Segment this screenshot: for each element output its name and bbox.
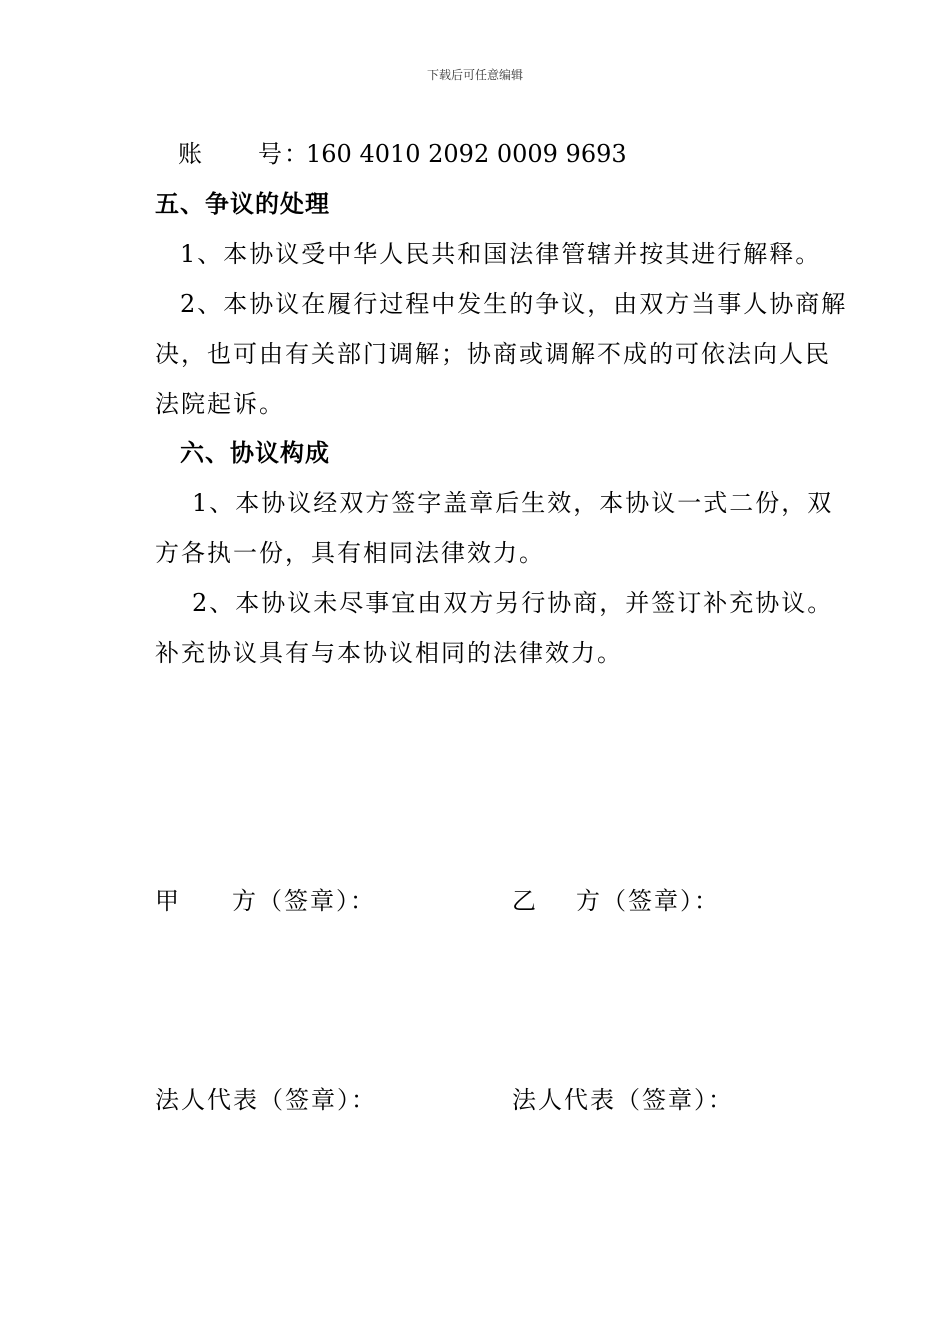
section5-paragraph2-line3: 法院起诉。 [155, 390, 285, 418]
account-label-char2: 号： [258, 140, 310, 168]
party-a-label-char: 甲 [155, 887, 179, 915]
account-label-char1: 账 [178, 140, 204, 168]
party-b-legal-rep-label: 法人代表（签章）： [512, 1086, 734, 1114]
party-b-signature-label: 方（签章）： [576, 887, 720, 915]
section6-paragraph2-line1: 2、本协议未尽事宜由双方另行协商，并签订补充协议。 [192, 589, 834, 617]
party-a-signature-label: 方（签章）： [232, 887, 376, 915]
section5-title: 五、争议的处理 [155, 189, 330, 218]
section6-paragraph1-line1: 1、本协议经双方签字盖章后生效，本协议一式二份，双 [192, 489, 834, 517]
party-a-legal-rep-label: 法人代表（签章）： [155, 1086, 377, 1114]
section5-paragraph1: 1、本协议受中华人民共和国法律管辖并按其进行解释。 [180, 240, 822, 268]
page-header-note: 下载后可任意编辑 [426, 68, 523, 82]
section5-paragraph2-line1: 2、本协议在履行过程中发生的争议，由双方当事人协商解 [180, 290, 848, 318]
section5-paragraph2-line2: 决，也可由有关部门调解；协商或调解不成的可依法向人民 [155, 340, 831, 368]
account-number: 160 4010 2092 0009 9693 [306, 140, 627, 168]
section6-paragraph2-line2: 补充协议具有与本协议相同的法律效力。 [155, 639, 623, 667]
section6-title: 六、协议构成 [180, 438, 330, 467]
section6-paragraph1-line2: 方各执一份，具有相同法律效力。 [155, 539, 545, 567]
party-b-label-char: 乙 [512, 887, 536, 915]
